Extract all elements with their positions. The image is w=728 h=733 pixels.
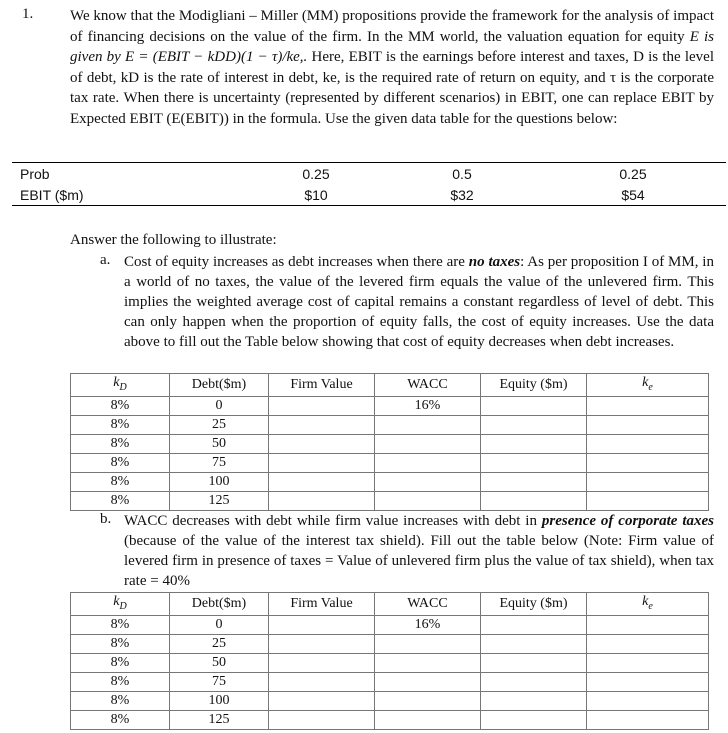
wacc-cell[interactable] [375, 710, 481, 729]
table-header-row [71, 374, 709, 397]
prob-value: 0.25 [302, 166, 330, 182]
kd-cell: 8% [71, 453, 170, 472]
row-label: EBIT ($m) [20, 187, 84, 203]
debt-header: Debt($m) [170, 374, 269, 397]
kd-cell: 8% [71, 415, 170, 434]
equity-cell[interactable] [481, 415, 587, 434]
equity-cell[interactable] [481, 672, 587, 691]
debt-cell: 75 [170, 672, 269, 691]
ke-cell[interactable] [587, 472, 709, 491]
ke-header: $k_e$ [587, 374, 709, 397]
kd-cell: 8% [71, 691, 170, 710]
firm-value-cell[interactable] [269, 415, 375, 434]
part-b-label: b. [100, 511, 112, 527]
kd-cell: 8% [71, 434, 170, 453]
equity-cell[interactable] [481, 691, 587, 710]
firm-value-cell[interactable] [269, 691, 375, 710]
ke-cell[interactable] [587, 396, 709, 415]
ke-cell[interactable] [587, 653, 709, 672]
ebit-value: $10 [304, 187, 328, 203]
wacc-cell[interactable] [375, 634, 481, 653]
ebit-value: $32 [450, 187, 474, 203]
ke-header: $k_e$ [587, 593, 709, 616]
ke-cell[interactable] [587, 634, 709, 653]
debt-cell: 25 [170, 415, 269, 434]
table-row [71, 453, 709, 472]
debt-cell: 0 [170, 396, 269, 415]
firm-value-cell[interactable] [269, 710, 375, 729]
part-a-text [124, 252, 714, 352]
debt-cell: 125 [170, 491, 269, 510]
valuation-equation: E is given by E = (EBIT − kDD)(1 − τ)/ke,. [70, 28, 715, 65]
equity-cell[interactable] [481, 434, 587, 453]
equity-cell[interactable] [481, 491, 587, 510]
kd-header: $k_D$ [71, 374, 170, 397]
answer-heading: Answer the following to illustrate: [70, 232, 277, 248]
row-label: Prob [20, 166, 50, 182]
kd-cell: 8% [71, 491, 170, 510]
debt-cell: 25 [170, 634, 269, 653]
firm-value-cell[interactable] [269, 472, 375, 491]
part-b-lead: WACC decreases with debt while firm value increases with debt in [124, 513, 542, 529]
part-a-emphasis: no taxes [468, 254, 521, 270]
wacc-cell[interactable] [375, 672, 481, 691]
table-row [71, 491, 709, 510]
part-a-label: a. [100, 252, 111, 268]
ke-cell[interactable] [587, 415, 709, 434]
table-row [71, 653, 709, 672]
equity-header: Equity ($m) [481, 374, 587, 397]
wacc-cell[interactable] [375, 691, 481, 710]
wacc-cell[interactable] [375, 653, 481, 672]
kd-cell: 8% [71, 710, 170, 729]
equity-cell[interactable] [481, 615, 587, 634]
firm-value-header: Firm Value [269, 374, 375, 397]
table-row [71, 396, 709, 415]
table-row [71, 634, 709, 653]
equity-cell[interactable] [481, 634, 587, 653]
equity-cell[interactable] [481, 710, 587, 729]
equity-header: Equity ($m) [481, 593, 587, 616]
kd-cell: 8% [71, 672, 170, 691]
wacc-cell[interactable] [375, 434, 481, 453]
table-row [71, 710, 709, 729]
ke-cell[interactable] [587, 710, 709, 729]
table-row [71, 415, 709, 434]
ke-cell[interactable] [587, 672, 709, 691]
debt-cell: 125 [170, 710, 269, 729]
part-b-rest: (because of the value of the interest tax shield). Fill out the table below (Note: Firm value of levered firm in presence of taxes = Value of unlevered firm plus the value of tax shield), when tax rate = 40% [124, 533, 714, 589]
table-with-taxes [70, 592, 709, 730]
prob-row [12, 163, 726, 184]
kd-cell: 8% [71, 634, 170, 653]
part-b-emphasis: presence of corporate taxes [541, 513, 714, 529]
firm-value-cell[interactable] [269, 653, 375, 672]
equity-cell[interactable] [481, 453, 587, 472]
probability-table [12, 162, 726, 206]
part-a-lead: Cost of equity increases as debt increases when there are [124, 254, 469, 270]
firm-value-header: Firm Value [269, 593, 375, 616]
kd-cell: 8% [71, 615, 170, 634]
wacc-header: WACC [375, 593, 481, 616]
wacc-cell[interactable] [375, 453, 481, 472]
wacc-header: WACC [375, 374, 481, 397]
question-text-definitions: Here, EBIT is the earnings before interest and taxes, D is the level of debt, kD is the rate of interest in debt, ke, is the required rate of return on equity, and τ is the corporate tax rate. When there is uncertainty (represented by different scenarios) in EBIT, one can replace EBIT by Expected EBIT (E(EBIT)) in the formula. Use the given data table for the questions below: [70, 49, 714, 127]
table-no-taxes [70, 373, 709, 511]
firm-value-cell[interactable] [269, 396, 375, 415]
firm-value-cell[interactable] [269, 434, 375, 453]
table-row [71, 672, 709, 691]
debt-cell: 50 [170, 653, 269, 672]
ke-cell[interactable] [587, 434, 709, 453]
table-row [71, 472, 709, 491]
debt-cell: 0 [170, 615, 269, 634]
kd-cell: 8% [71, 472, 170, 491]
wacc-cell: 16% [375, 396, 481, 415]
wacc-cell[interactable] [375, 491, 481, 510]
debt-cell: 100 [170, 472, 269, 491]
prob-value: 0.5 [452, 166, 472, 182]
equity-cell[interactable] [481, 396, 587, 415]
ebit-value: $54 [621, 187, 645, 203]
wacc-cell[interactable] [375, 415, 481, 434]
firm-value-cell[interactable] [269, 615, 375, 634]
firm-value-cell[interactable] [269, 634, 375, 653]
wacc-cell[interactable] [375, 472, 481, 491]
equity-cell[interactable] [481, 653, 587, 672]
debt-header: Debt($m) [170, 593, 269, 616]
ke-cell[interactable] [587, 491, 709, 510]
debt-cell: 100 [170, 691, 269, 710]
table-row [71, 615, 709, 634]
kd-cell: 8% [71, 653, 170, 672]
question-number: 1. [22, 6, 34, 22]
ke-cell[interactable] [587, 691, 709, 710]
question-text-intro: We know that the Modigliani – Miller (MM) propositions provide the framework for the analysis of impact of financing decisions on the value of the firm. In the MM world, the valuation equation for equity [70, 8, 714, 45]
debt-cell: 75 [170, 453, 269, 472]
prob-value: 0.25 [619, 166, 647, 182]
table-row [71, 691, 709, 710]
firm-value-cell[interactable] [269, 672, 375, 691]
question-text [70, 6, 714, 129]
kd-cell: 8% [71, 396, 170, 415]
part-a-rest: : As per proposition I of MM, in a world of no taxes, the value of the levered firm equals the value of the unlevered firm. This implies the weighted average cost of capital remains a constant regardless of level of debt. This can only happen when the proportion of equity falls, the cost of equity increases. Use the data above to fill out the Table below showing that cost of equity decreases when debt increases. [124, 254, 714, 350]
ke-cell[interactable] [587, 615, 709, 634]
ke-cell[interactable] [587, 453, 709, 472]
ebit-row [12, 184, 726, 205]
firm-value-cell[interactable] [269, 491, 375, 510]
table-header-row [71, 593, 709, 616]
equity-cell[interactable] [481, 472, 587, 491]
part-b-text [124, 511, 714, 591]
wacc-cell: 16% [375, 615, 481, 634]
table-row [71, 434, 709, 453]
kd-header: $k_D$ [71, 593, 170, 616]
debt-cell: 50 [170, 434, 269, 453]
firm-value-cell[interactable] [269, 453, 375, 472]
